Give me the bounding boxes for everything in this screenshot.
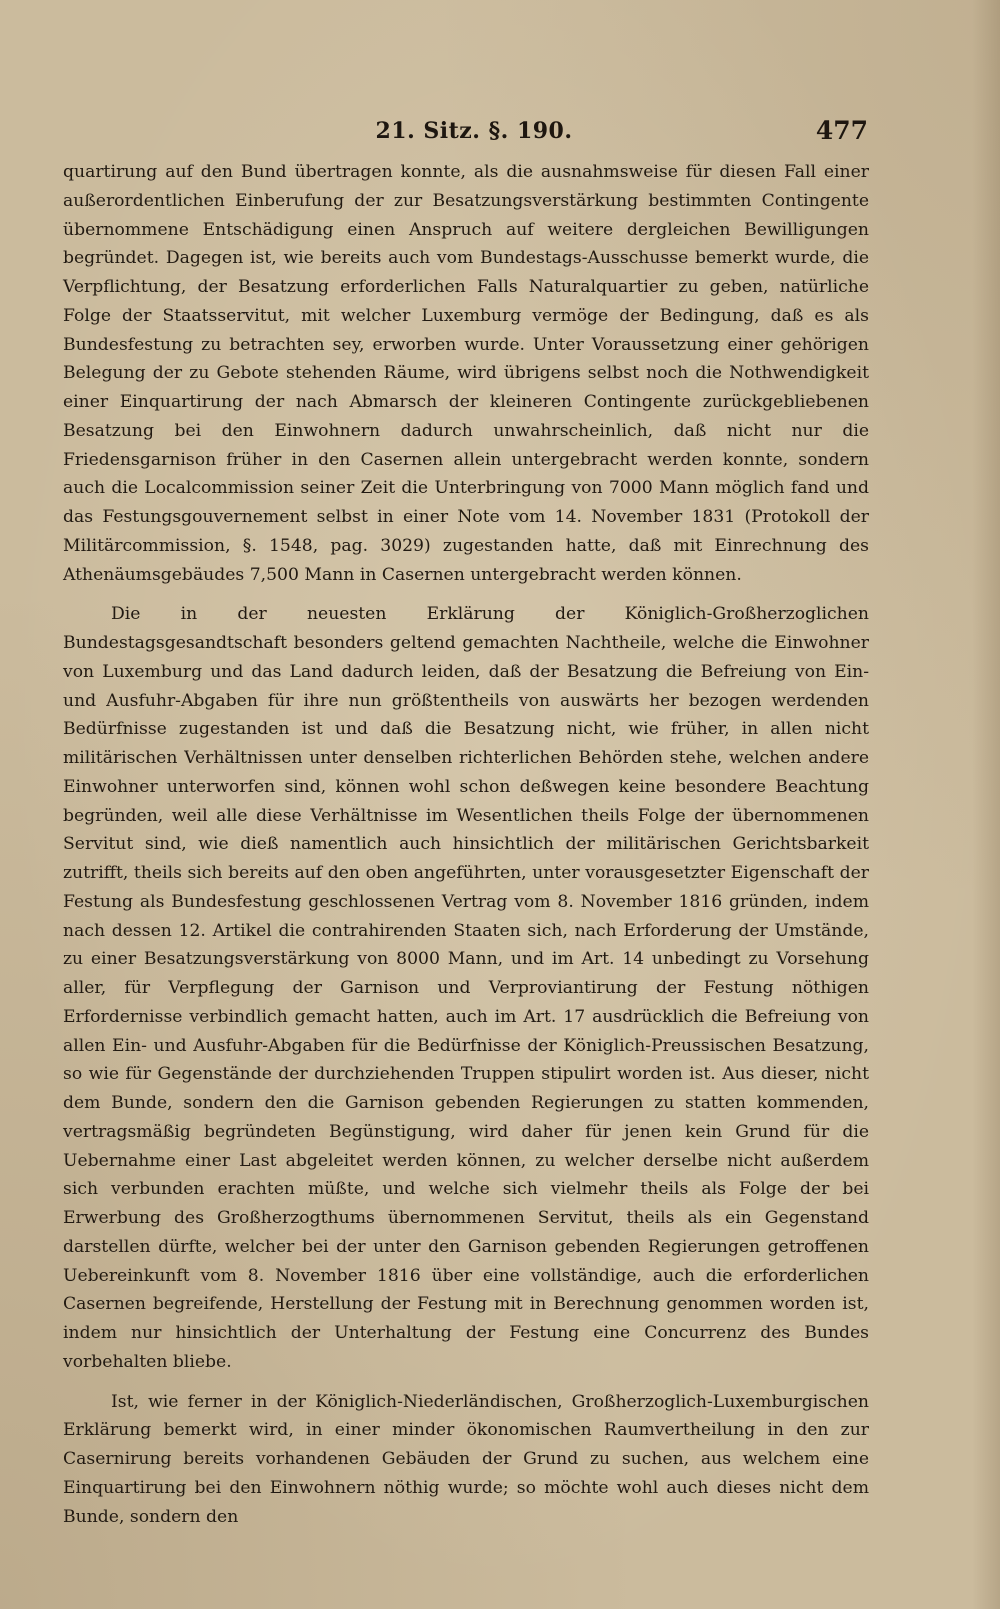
paragraph: Ist, wie ferner in der Königlich-Niederländischen, Großherzoglich-Luxemburgischen Erklärung bemerkt wird, in einer minder ökonomischen Raumvertheilung in den zur Casernirung bereits vorhandenen Gebäuden der Grund zu suchen, aus welchem eine Einquartirung bei den Einwohnern nöthig wurde; so möchte wohl auch dieses nicht dem Bunde, sondern den bbox=[63, 1391, 869, 1527]
running-head: 21. Sitz. §. 190. bbox=[375, 118, 573, 144]
paragraph: Die in der neuesten Erklärung der Königlich-Großherzoglichen Bundestagsgesandtschaft besonders geltend gemachten Nachtheile, welche die Einwohner von Luxemburg und das Land dadurch leiden, daß der Besatzung die Befreiung von Ein- und Ausfuhr-Abgaben für ihre nun größtentheils von auswärts her bezogen werdenden Bedürfnisse zugestanden ist und daß die Besatzung nicht, wie früher, in allen nicht militärischen Verhältnissen unter denselben richterlichen Behörden stehe, welchen andere Einwohner unterworfen sind, können wohl schon deßwegen keine besondere Beachtung begründen, weil alle diese Verhältnisse im Wesentlichen theils Folge der übernommenen Servitut sind, wie dieß namentlich auch hinsichtlich der militärischen Gerichtsbarkeit zutrifft, theils sich bereits auf den oben angeführten, unter vorausgesetzter Eigenschaft der Festung als Bundesfestung geschlossenen Vertrag vom 8. November 1816 gründen, indem nach dessen 12. Artikel die contrahirenden Staaten sich, nach Erforderung der Umstände, zu einer Besatzungsverstärkung von 8000 Mann, und im Art. 14 unbedingt zu Vorsehung aller, für Verpflegung der Garnison und Verproviantirung der Festung nöthigen Erfordernisse verbindlich gemacht hatten, auch im Art. 17 ausdrücklich die Befreiung von allen Ein- und Ausfuhr-Abgaben für die Bedürfnisse der Königlich-Preussischen Besatzung, so wie für Gegenstände der durchziehenden Truppen stipulirt worden ist. Aus dieser, nicht dem Bunde, sondern den die Garnison gebenden Regierungen zu statten kommenden, vertragsmäßig begründeten Begünstigung, wird daher für jenen kein Grund für die Uebernahme einer Last abgeleitet werden können, zu welcher derselbe nicht außerdem sich verbunden erachten müßte, und welche sich vielmehr theils als Folge der bei Erwerbung des Großherzogthums übernommenen Servitut, theils als ein Gegenstand darstellen dürfte, welcher bei der unter den Garnison gebenden Regierungen getroffenen Uebereinkunft vom 8. November 1816 über eine vollständige, auch die erforderlichen Casernen begreifende, Herstellung der Festung mit in Berechnung genommen worden ist, indem nur hinsichtlich der Unterhaltung der Festung eine Concurrenz des Bundes vorbehalten bliebe. bbox=[63, 604, 869, 1372]
paragraph-continuation: quartirung auf den Bund übertragen konnte, als die ausnahmsweise für diesen Fall einer außerordentlichen Einberufung der zur Besatzungsverstärkung bestimmten Contingente übernommene Entschädigung einen Anspruch auf weitere dergleichen Bewilligungen begründet. Dagegen ist, wie bereits auch vom Bundestags-Ausschusse bemerkt wurde, die Verpflichtung, der Besatzung erforderlichen Falls Naturalquartier zu geben, natürliche Folge der Staatsservitut, mit welcher Luxemburg vermöge der Bedingung, daß es als Bundesfestung zu betrachten sey, erworben wurde. Unter Voraussetzung einer gehörigen Belegung der zu Gebote stehenden Räume, wird übrigens selbst noch die Nothwendigkeit einer Einquartirung der nach Abmarsch der kleineren Contingente zurückgebliebenen Besatzung bei den Einwohnern dadurch unwahrscheinlich, daß nicht nur die Friedensgarnison früher in den Casernen allein untergebracht werden konnte, sondern auch die Localcommission seiner Zeit die Unterbringung von 7000 Mann möglich fand und das Festungsgouvernement selbst in einer Note vom 14. November 1831 (Protokoll der Militärcommission, §. 1548, pag. 3029) zugestanden hatte, daß mit Einrechnung des Athenäumsgebäudes 7,500 Mann in Casernen untergebracht werden können. bbox=[63, 162, 869, 585]
page-edge-shadow bbox=[972, 0, 1000, 1609]
page-number: 477 bbox=[815, 116, 868, 145]
body-text bbox=[63, 158, 869, 1531]
page-header bbox=[80, 112, 868, 152]
